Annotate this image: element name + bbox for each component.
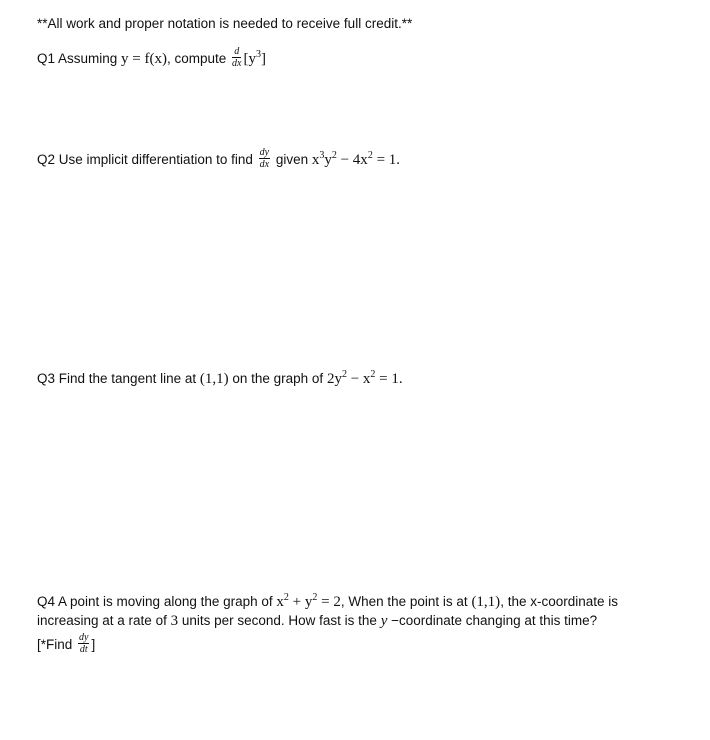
q1-assumption: y = f(x)	[121, 51, 167, 68]
q4-frac-numerator: dy	[79, 632, 89, 643]
q4-line2-prefix: increasing at a rate of	[37, 613, 171, 628]
q4-eq-a: x	[276, 594, 284, 610]
q4-line3-suffix: ]	[91, 637, 96, 653]
q4-frac-denominator: dt	[79, 644, 88, 655]
q3-equation	[327, 371, 403, 387]
q4-exp-b: 2	[312, 592, 318, 603]
q2-derivative-fraction	[259, 148, 270, 169]
q1-middle: , compute	[167, 51, 231, 67]
q2-eq-exp3: 2	[367, 150, 373, 162]
q2-frac-denominator: dx	[259, 159, 270, 170]
q3-eq-part1: 2y	[326, 371, 342, 387]
q2-eq-exp1: 3	[319, 150, 325, 162]
q4-point: (1,1)	[471, 594, 501, 610]
q3-prefix: Q3 Find the tangent line at	[37, 371, 200, 386]
q2-equation	[312, 152, 400, 168]
q3-eq-exp1: 2	[341, 369, 347, 380]
q1-expr-base: [y	[243, 51, 256, 68]
q2-middle: given	[272, 152, 312, 168]
q4-exp-a: 2	[283, 592, 289, 603]
question-2	[37, 147, 401, 171]
q1-frac-numerator: d	[232, 47, 241, 58]
question-4-line-2	[37, 612, 597, 630]
q2-frac-numerator: dy	[259, 147, 270, 158]
q4-variable: y	[380, 613, 388, 629]
question-3	[37, 370, 403, 388]
q3-point: (1,1)	[199, 371, 229, 387]
q4-derivative-fraction	[78, 633, 89, 654]
q2-eq-part2: y	[324, 152, 332, 169]
q2-prefix: Q2 Use implicit differentiation to find	[37, 152, 257, 168]
q3-eq-part3: = 1.	[375, 371, 403, 387]
q4-line1-suffix: , the x-coordinate is	[500, 594, 618, 609]
q2-eq-part4: = 1.	[372, 152, 401, 169]
q1-expr-close: ]	[260, 51, 266, 68]
q1-expr-exponent: 3	[255, 49, 261, 61]
instructions-note	[37, 15, 412, 33]
question-1	[37, 46, 266, 70]
instructions-text: **All work and proper notation is needed to receive full credit.**	[37, 16, 413, 31]
q4-eq-b: + y	[288, 594, 313, 610]
q4-line1-mid: , When the point is at	[340, 594, 472, 609]
q4-rate: 3	[170, 613, 179, 629]
q1-expression	[243, 51, 266, 67]
q4-equation	[276, 594, 340, 610]
q2-eq-exp2: 2	[331, 150, 337, 162]
q4-eq-c: = 2	[317, 594, 341, 610]
q1-derivative-operator	[232, 47, 241, 68]
q3-eq-part2: − x	[346, 371, 371, 387]
q2-eq-part3: − 4x	[336, 152, 368, 169]
question-4-line-3	[37, 632, 96, 656]
q3-eq-exp2: 2	[370, 369, 376, 380]
question-4-line-1	[37, 593, 618, 611]
q4-line2-suffix: −coordinate changing at this time?	[387, 613, 598, 628]
q1-prefix: Q1 Assuming	[37, 51, 122, 67]
q4-line1-prefix: Q4 A point is moving along the graph of	[37, 594, 277, 609]
q1-frac-denominator: dx	[232, 58, 242, 69]
q3-middle: on the graph of	[228, 371, 327, 386]
q2-eq-part1: x	[311, 152, 320, 169]
q4-line3-prefix: [*Find	[37, 637, 77, 653]
q4-line2-mid: units per second. How fast is the	[178, 613, 381, 628]
